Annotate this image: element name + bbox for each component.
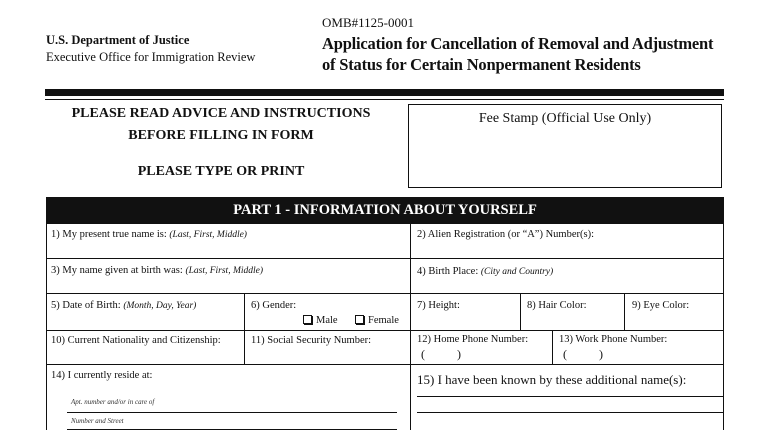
- advice-line1: PLEASE READ ADVICE AND INSTRUCTIONS: [71, 106, 371, 121]
- female-label: Female: [368, 315, 399, 326]
- home-phone-area-close: ): [457, 347, 461, 361]
- male-checkbox[interactable]: [303, 315, 312, 324]
- field-15-label: 15) I have been known by these additional name(s):: [417, 372, 687, 387]
- names-line-2: [417, 412, 723, 413]
- fee-stamp-label: Fee Stamp (Official Use Only): [478, 111, 652, 126]
- gender-female-option[interactable]: [355, 315, 399, 326]
- address-hint-apt: Apt. number and/or in care of: [71, 398, 155, 406]
- row-divider-2: [47, 293, 723, 294]
- field-13-label: 13) Work Phone Number:: [559, 334, 668, 345]
- field-10-label: 10) Current Nationality and Citizenship:: [51, 335, 221, 346]
- field-6-label: 6) Gender:: [251, 300, 297, 311]
- field-11-label: 11) Social Security Number:: [251, 335, 372, 346]
- form-title-line1: Application for Cancellation of Removal and Adjustment: [322, 34, 714, 53]
- col-divider-left: [244, 293, 245, 364]
- form-title-line2: of Status for Certain Nonpermanent Residents: [322, 55, 641, 74]
- col-divider-12-13: [552, 330, 553, 364]
- names-line-1: [417, 396, 723, 397]
- part1-form: [46, 224, 724, 430]
- col-divider-7-8: [520, 293, 521, 330]
- address-hint-street: Number and Street: [71, 417, 124, 425]
- field-2-label: 2) Alien Registration (or “A”) Number(s):: [417, 229, 594, 240]
- field-5-label: 5) Date of Birth: (Month, Day, Year): [51, 300, 197, 311]
- row-divider-1: [47, 258, 723, 259]
- work-phone-area-close: ): [599, 347, 603, 361]
- advice-line3: PLEASE TYPE OR PRINT: [137, 164, 305, 179]
- col-divider-8-9: [624, 293, 625, 330]
- omb-number: OMB#1125-0001: [322, 15, 414, 30]
- row-divider-4: [47, 364, 723, 365]
- col-divider-main: [410, 224, 411, 430]
- header-rule-thick: [45, 89, 724, 96]
- work-phone-area-open: (: [563, 347, 567, 361]
- advice-line2: BEFORE FILLING IN FORM: [128, 128, 314, 143]
- address-line-1: [67, 412, 397, 413]
- female-checkbox[interactable]: [355, 315, 364, 324]
- office-name: Executive Office for Immigration Review: [46, 50, 256, 64]
- field-4-label: 4) Birth Place: (City and Country): [417, 266, 554, 277]
- field-7-label: 7) Height:: [417, 300, 460, 311]
- field-14-label: 14) I currently reside at:: [51, 370, 153, 381]
- row-divider-3: [47, 330, 723, 331]
- gender-male-option[interactable]: [303, 315, 338, 326]
- agency-name: U.S. Department of Justice: [46, 33, 190, 47]
- field-3-label: 3) My name given at birth was: (Last, First, Middle): [51, 265, 264, 276]
- part1-header: PART 1 - INFORMATION ABOUT YOURSELF: [46, 197, 724, 224]
- fee-stamp-box: [408, 104, 722, 188]
- field-9-label: 9) Eye Color:: [632, 300, 690, 311]
- male-label: Male: [316, 315, 338, 326]
- field-1-label: 1) My present true name is: (Last, First, Middle): [51, 229, 247, 240]
- field-8-label: 8) Hair Color:: [527, 300, 587, 311]
- home-phone-area-open: (: [421, 347, 425, 361]
- field-12-label: 12) Home Phone Number:: [417, 334, 529, 345]
- header-rule-thin: [45, 99, 724, 100]
